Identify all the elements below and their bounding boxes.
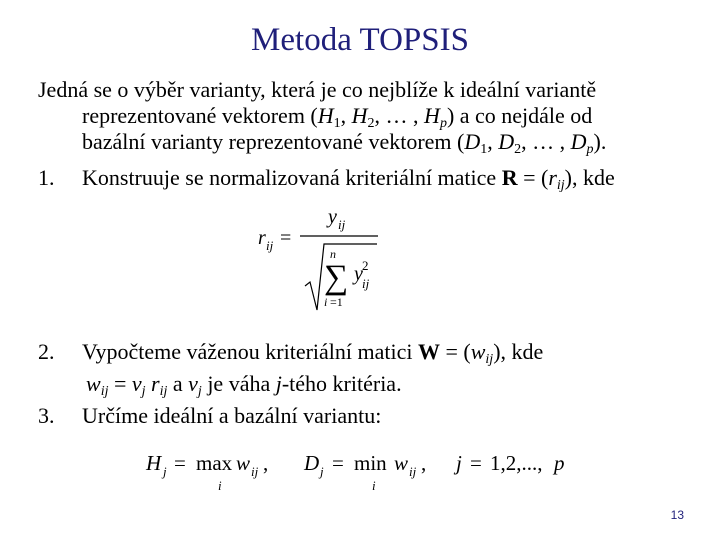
svg-text:D: D — [304, 451, 320, 475]
svg-text:i: i — [218, 478, 222, 493]
intro-text-3b: ). — [593, 129, 607, 154]
step-2-number: 2. — [38, 339, 55, 364]
svg-text:j: j — [456, 451, 462, 475]
step-2-text-b: = ( — [439, 339, 471, 364]
step-2-line: Vypočteme váženou kriteriální matici $W = (w_{ij})$, kde — [82, 339, 544, 367]
svg-text:i: i — [372, 478, 376, 493]
svg-text:i: i — [324, 295, 328, 309]
page-title: Metoda TOPSIS — [251, 22, 469, 58]
step-2-text-a: Vypočteme váženou kriteriální matici — [82, 339, 418, 364]
intro-line-2: reprezentované vektorem ($H_1$, $H_2$, … , $H_p$) a co nejdále od — [82, 103, 593, 131]
svg-text:j: j — [320, 464, 324, 479]
step-2-subline: $w_{ij} = v_j$ $r_{ij}$ a $v_j$ je váha j-tého kritéria. — [86, 371, 402, 399]
intro-text-2a: reprezentované vektorem ( — [82, 103, 318, 128]
step-1-text-a: Konstruuje se normalizovaná kriteriální matice — [82, 165, 502, 190]
svg-text:=: = — [174, 451, 186, 475]
svg-text:j: j — [163, 464, 167, 479]
svg-text:p: p — [554, 451, 565, 475]
intro-text-2b: ) a co nejdále od — [446, 103, 593, 128]
svg-text:min: min — [354, 451, 387, 475]
step-2-sub-text-b: je váha — [201, 371, 276, 396]
svg-text:2: 2 — [362, 258, 369, 273]
svg-text:r: r — [258, 227, 266, 249]
svg-text:y: y — [328, 206, 337, 228]
step-1-line: Konstruuje se normalizovaná kriteriální matice $R = (r_{ij})$, kde — [82, 165, 615, 193]
svg-text:=1: =1 — [330, 295, 343, 309]
normalization-formula — [250, 198, 390, 316]
step-2-text-c: ), kde — [493, 339, 544, 364]
ideal-basal-formula — [140, 444, 580, 496]
svg-text:=: = — [470, 451, 482, 475]
svg-text:y: y — [354, 263, 363, 285]
page-number: 13 — [670, 508, 684, 522]
step-1-number: 1. — [38, 165, 55, 190]
svg-text:∑: ∑ — [324, 259, 349, 296]
step-2-sub-text-c: -tého kritéria. — [281, 371, 402, 396]
intro-line-3: bazální varianty reprezentované vektorem ($D_1$, $D_2$, … , $D_p$). — [82, 129, 607, 157]
step-2-sub-text-a: a — [167, 371, 189, 396]
svg-text:=: = — [332, 451, 344, 475]
svg-text:=: = — [280, 227, 292, 249]
intro-line-1 — [38, 78, 596, 102]
svg-text:,: , — [263, 451, 269, 475]
intro-text-1: Jedná se o výběr varianty, která je co nejblíže k ideální variantě — [38, 77, 597, 102]
matrix-w-symbol: W — [417, 339, 440, 364]
svg-text:ij: ij — [251, 464, 259, 479]
svg-text:ij: ij — [409, 464, 417, 479]
step-1-text-b: = ( — [517, 165, 549, 190]
step-3-line — [82, 404, 381, 428]
svg-text:ij: ij — [362, 276, 370, 291]
svg-text:,: , — [421, 451, 427, 475]
intro-text-3a: bazální varianty reprezentované vektorem ( — [82, 129, 465, 154]
svg-text:ij: ij — [266, 238, 274, 253]
svg-text:n: n — [330, 247, 336, 261]
svg-text:ij: ij — [338, 217, 346, 232]
step-3-text: Určíme ideální a bazální variantu: — [82, 403, 382, 428]
svg-text:H: H — [146, 451, 162, 475]
step-3-number: 3. — [38, 403, 55, 428]
svg-text:w: w — [236, 451, 251, 475]
matrix-r-symbol: R — [501, 165, 518, 190]
svg-text:max: max — [196, 451, 233, 475]
svg-text:1,2,...,: 1,2,..., — [490, 451, 543, 475]
step-1-text-c: ), kde — [564, 165, 615, 190]
svg-text:w: w — [394, 451, 409, 475]
